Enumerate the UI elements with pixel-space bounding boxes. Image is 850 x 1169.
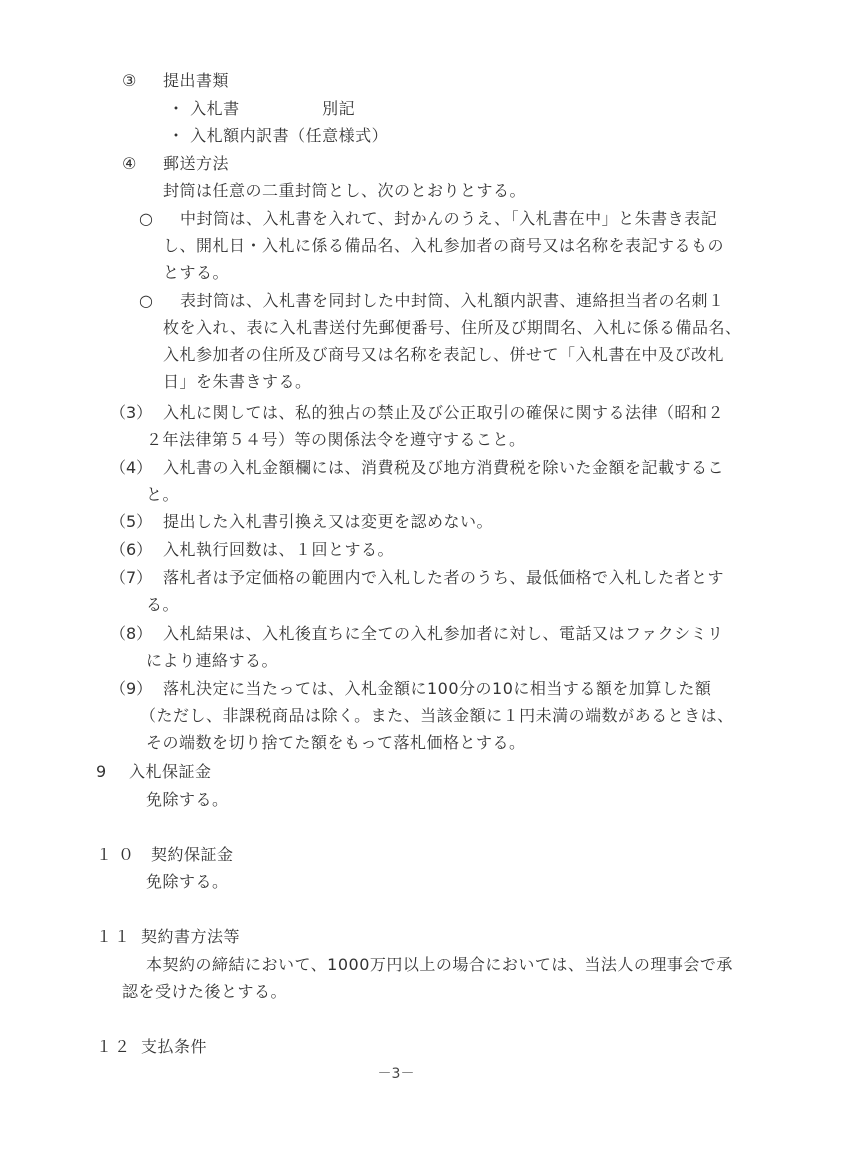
outer-envelope-mark: ○: [139, 291, 153, 310]
para-7-mark: （7）: [110, 568, 153, 587]
para-9-mark: （9）: [110, 679, 153, 698]
section-12-title: 支払条件: [141, 1037, 208, 1056]
section-10-title: 契約保証金: [151, 845, 234, 864]
para-3-line-2: ２年法律第５４号）等の関係法令を遵守すること。: [146, 430, 526, 449]
item-3-line-1: ・ 入札書 別記: [168, 99, 356, 118]
section-11-number: １１: [96, 927, 133, 946]
para-4-line-1: 入札書の入札金額欄には、消費税及び地方消費税を除いた金額を記載するこ: [163, 458, 725, 477]
para-8-line-1: 入札結果は、入札後直ちに全ての入札参加者に対し、電話又はファクシミリ: [163, 624, 724, 643]
outer-envelope-line-1: 表封筒は、入札書を同封した中封筒、入札額内訳書、連絡担当者の名刺１: [180, 291, 725, 310]
item-3-mark: ③: [122, 71, 137, 90]
outer-envelope-line-2: 枚を入れ、表に入札書送付先郵便番号、住所及び期間名、入札に係る備品名、: [163, 318, 742, 337]
para-6-mark: （6）: [110, 540, 153, 559]
section-10-number: １０: [96, 845, 141, 864]
outer-envelope-line-3: 入札参加者の住所及び商号又は名称を表記し、併せて「入札書在中及び改札: [163, 345, 725, 364]
para-8-mark: （8）: [110, 624, 153, 643]
section-11-title: 契約書方法等: [141, 927, 241, 946]
section-9-title: 入札保証金: [129, 762, 212, 781]
para-7-line-2: る。: [146, 595, 180, 614]
inner-envelope-line-3: とする。: [163, 263, 230, 282]
para-6-line-1: 入札執行回数は、１回とする。: [163, 540, 395, 559]
para-9-line-3: その端数を切り捨てた額をもって落札価格とする。: [146, 733, 526, 752]
item-4-intro: 封筒は任意の二重封筒とし、次のとおりとする。: [163, 181, 527, 200]
inner-envelope-line-2: し、開札日・入札に係る備品名、入札参加者の商号又は名称を表記するもの: [163, 236, 725, 255]
para-3-mark: （3）: [110, 403, 153, 422]
para-9-line-1: 落札決定に当たっては、入札金額に100分の10に相当する額を加算した額: [163, 679, 712, 698]
section-11-line-2: 認を受けた後とする。: [122, 982, 288, 1001]
outer-envelope-line-4: 日」を朱書きする。: [163, 372, 312, 391]
inner-envelope-mark: ○: [139, 209, 153, 228]
para-4-mark: （4）: [110, 458, 153, 477]
para-3-line-1: 入札に関しては、私的独占の禁止及び公正取引の確保に関する法律（昭和２: [163, 403, 725, 422]
section-10-body: 免除する。: [146, 872, 229, 891]
para-7-line-1: 落札者は予定価格の範囲内で入札した者のうち、最低価格で入札した者とす: [163, 568, 725, 587]
item-4-mark: ④: [122, 154, 137, 173]
section-9-body: 免除する。: [146, 790, 229, 809]
item-3-line-2: ・ 入札額内訳書（任意様式）: [168, 126, 389, 145]
page-number: －3－: [377, 1066, 415, 1082]
para-4-line-2: と。: [146, 485, 180, 504]
inner-envelope-line-1: 中封筒は、入札書を入れて、封かんのうえ、「入札書在中」と朱書き表記: [180, 209, 718, 228]
section-11-line-1: 本契約の締結において、1000万円以上の場合においては、当法人の理事会で承: [146, 955, 733, 974]
section-9-number: 9: [96, 762, 107, 781]
para-5-line-1: 提出した入札書引換え又は変更を認めない。: [163, 512, 494, 531]
para-8-line-2: により連絡する。: [146, 651, 279, 670]
para-5-mark: （5）: [110, 512, 153, 531]
item-3-title: 提出書類: [163, 71, 230, 90]
para-9-line-2: （ただし、非課税商品は除く。また、当該金額に１円未満の端数があるときは、: [140, 706, 734, 725]
section-12-number: １２: [96, 1037, 133, 1056]
item-4-title: 郵送方法: [163, 154, 230, 173]
